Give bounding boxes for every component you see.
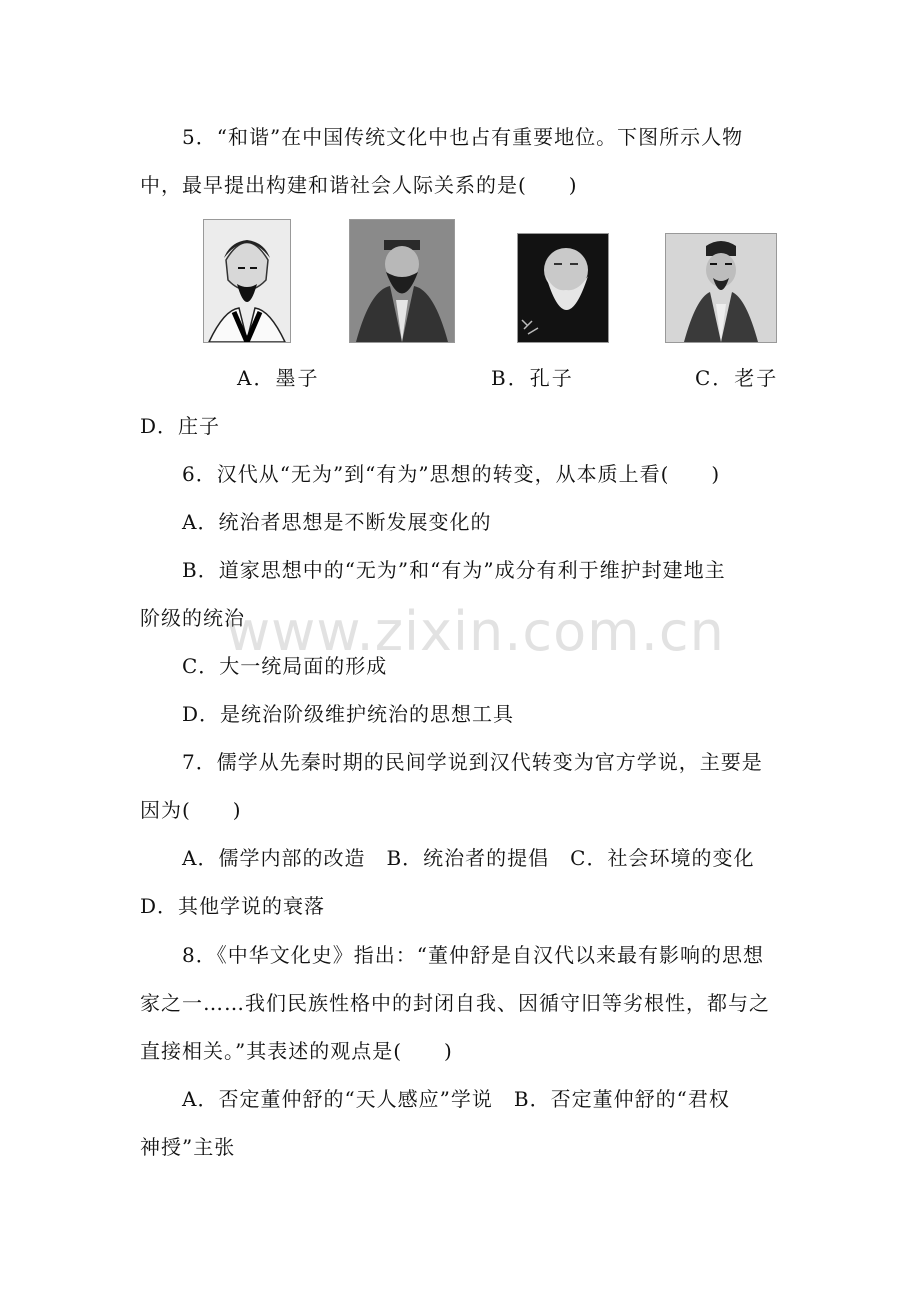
q6-option-b-line2: 阶级的统治 [140, 606, 245, 630]
q5-stem-line2: 中，最早提出构建和谐社会人际关系的是( ) [140, 173, 578, 197]
confucius-portrait [349, 219, 455, 343]
q7-options-abc: A．儒学内部的改造 B．统治者的提倡 C．社会环境的变化 [182, 846, 755, 870]
mozi-portrait [203, 219, 291, 343]
laozi-portrait [517, 233, 609, 343]
q6-option-d: D．是统治阶级维护统治的思想工具 [182, 702, 515, 726]
q5-option-a: A．墨子 [237, 366, 320, 390]
q5-option-b: B．孔子 [491, 366, 574, 390]
q7-stem-line1: 7．儒学从先秦时期的民间学说到汉代转变为官方学说，主要是 [182, 750, 763, 774]
q5-option-c: C．老子 [695, 366, 779, 390]
q8-stem-line3: 直接相关。”其表述的观点是( ) [140, 1039, 453, 1063]
q7-option-d: D．其他学说的衰落 [140, 894, 326, 918]
q8-stem-line1: 8．《中华文化史》指出：“董仲舒是自汉代以来最有影响的思想 [182, 943, 764, 967]
q6-option-c: C．大一统局面的形成 [182, 654, 388, 678]
q6-stem: 6．汉代从“无为”到“有为”思想的转变，从本质上看( ) [182, 462, 721, 486]
q8-options-ab-line1: A．否定董仲舒的“天人感应”学说 B．否定董仲舒的“君权 [182, 1087, 730, 1111]
q6-option-a: A．统治者思想是不断发展变化的 [182, 510, 492, 534]
q8-options-ab-line2: 神授”主张 [140, 1135, 236, 1159]
q5-stem-line1: 5．“和谐”在中国传统文化中也占有重要地位。下图所示人物 [182, 125, 744, 149]
zhuangzi-portrait [665, 233, 777, 343]
q7-stem-line2: 因为( ) [140, 798, 242, 822]
q8-stem-line2: 家之一……我们民族性格中的封闭自我、因循守旧等劣根性，都与之 [140, 991, 770, 1015]
q6-option-b-line1: B．道家思想中的“无为”和“有为”成分有利于维护封建地主 [182, 558, 726, 582]
watermark: www.zixin.com.cn [226, 600, 725, 663]
q5-option-d: D．庄子 [140, 414, 221, 438]
